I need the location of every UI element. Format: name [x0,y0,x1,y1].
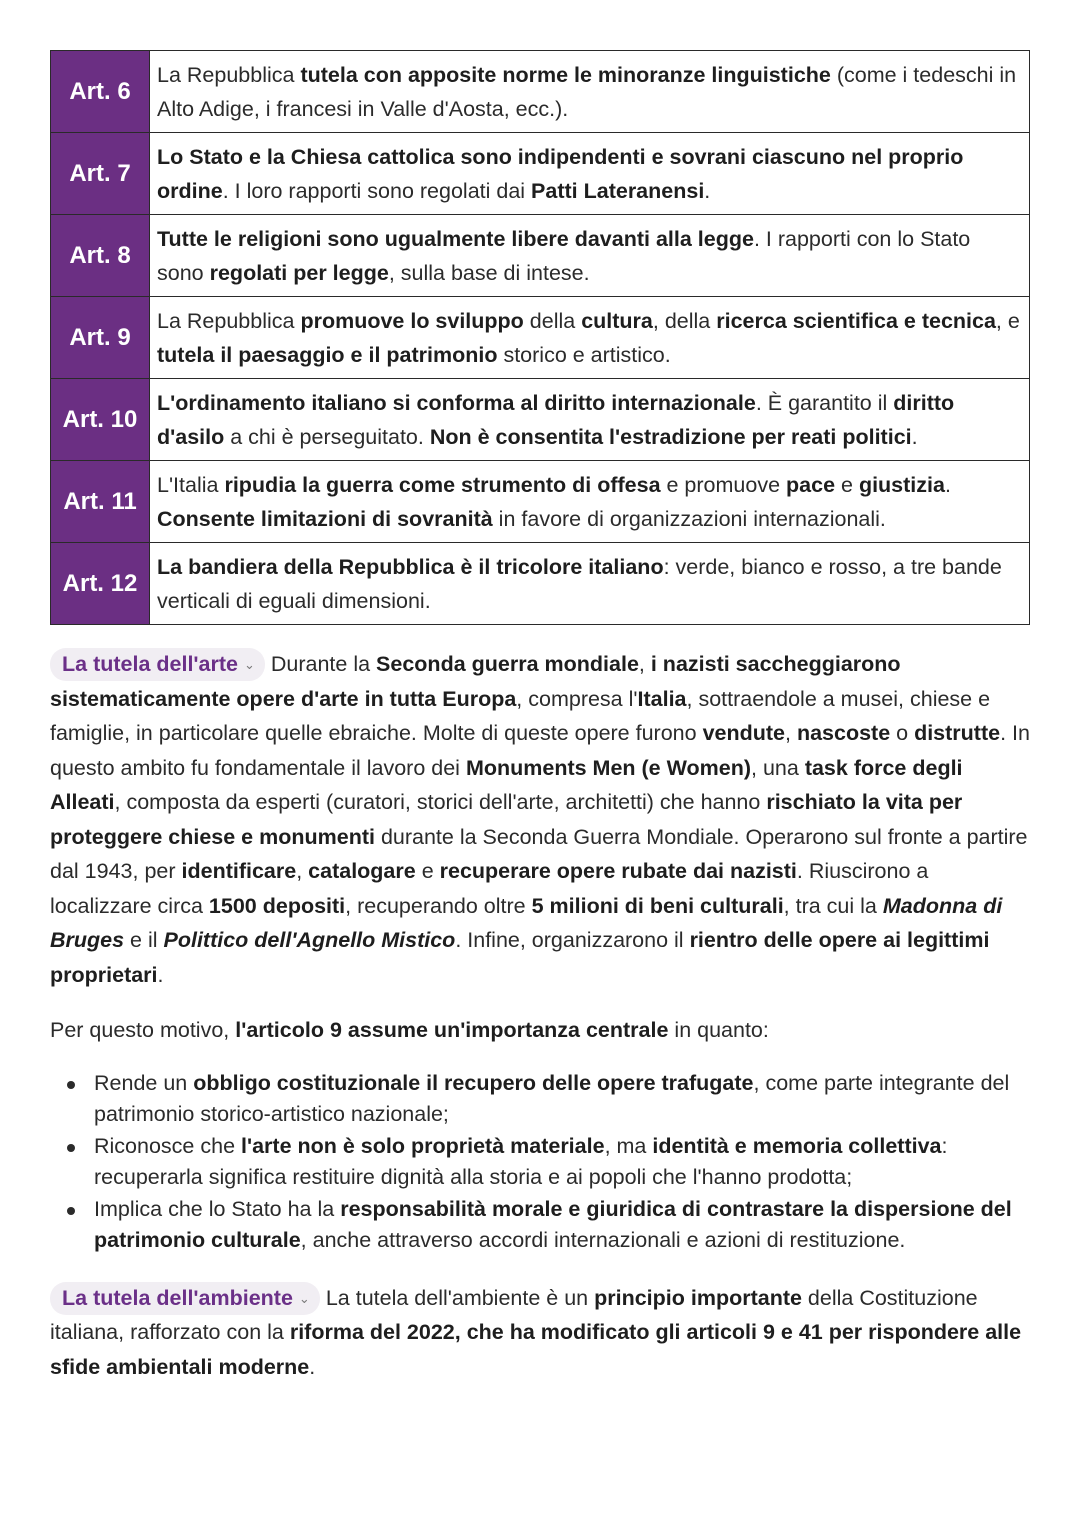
text-segment: : verde, bianco e rosso, a tre bande verticali di eguali dimensioni. [157,554,1002,613]
text-segment: in quanto: [668,1018,769,1042]
text-segment: della [523,308,582,333]
bold-text: obbligo costituzionale il recupero delle opere trafugate [193,1070,754,1095]
bold-text: L'ordinamento italiano si conforma al diritto internazionale [157,390,756,415]
bold-text: ripudia la guerra come strumento di offesa [224,472,661,497]
text-segment: , [296,859,309,883]
text-segment: L'Italia [157,472,225,497]
text-segment: . È garantito il [755,390,894,415]
bold-text: rischiato la vita per proteggere chiese e monumenti [50,790,963,849]
motivo-paragraph [50,1013,1030,1048]
bold-text: rientro delle opere ai legittimi proprietari [50,928,990,987]
bold-text: Monuments Men (e Women) [465,755,752,780]
text-segment: . I loro rapporti sono regolati dai [222,178,532,203]
bold-text: Seconda guerra mondiale [376,652,639,676]
bold-text: Consente limitazioni di sovranità [157,506,493,531]
bold-text: Patti Lateranensi [531,178,705,203]
bold-text: pace [786,472,836,497]
bold-text: tutela con apposite norme le minoranze linguistiche [300,62,831,87]
text-segment: , e [995,308,1020,333]
text-segment: La Repubblica [157,62,301,87]
text-segment: in favore di organizzazioni internazionali. [492,506,886,531]
list-item [50,1194,1030,1257]
article-label: Art. 9 [51,297,150,379]
bold-text: recuperare opere rubate dai nazisti [439,859,797,883]
text-segment: , anche attraverso accordi internazionali e azioni di restituzione. [300,1228,906,1252]
article-text [150,379,1030,461]
text-segment: , tra cui la [783,893,883,918]
text-segment: . Riuscirono a localizzare circa [50,859,929,918]
article-text [150,543,1030,625]
bold-text: ricerca scientifica e tecnica [716,308,996,333]
bold-text: tutela il paesaggio e il patrimonio [157,342,498,367]
text-segment: . Infine, organizzarono il [455,928,690,952]
bold-text [164,928,456,952]
bold-text: cultura [581,308,653,333]
bold-text: giustizia [858,472,945,497]
text-segment: La tutela dell'ambiente è un [325,1285,595,1310]
text-segment: , come parte integrante del patrimonio storico-artistico nazionale; [94,1070,1010,1126]
text-segment: e il [124,928,164,952]
bold-text: Italia [637,686,687,711]
article-text [150,297,1030,379]
bold-text: identificare [181,859,297,883]
text-segment: . I rapporti con lo Stato sono [157,226,971,285]
text-segment: : recuperarla significa restituire dignità alla storia e ai popoli che l'hanno prodotta; [94,1133,948,1189]
text-segment: La Repubblica [157,308,301,333]
bold-text: nascoste [796,721,891,745]
ambiente-tag-label: La tutela dell'ambiente [62,1285,293,1310]
text-segment: durante la Seconda Guerra Mondiale. Operarono sul fronte a partire dal 1943, per [50,824,1028,883]
bold-text: l'arte non è solo proprietà materiale [241,1133,605,1158]
text-segment: o [890,721,915,745]
text-segment: , recuperando oltre [345,893,532,918]
bold-text: promuove lo sviluppo [300,308,524,333]
article-label: Art. 7 [51,133,150,215]
text-segment: della Costituzione italiana, rafforzato con la [50,1285,978,1344]
article-label: Art. 6 [51,51,150,133]
table-row [51,133,1030,215]
text-segment: Rende un [94,1070,194,1095]
text-segment: , compresa l' [516,686,638,711]
bold-text: distrutte [914,721,1001,745]
text-segment: , della [652,308,717,333]
arte-tag[interactable] [50,648,265,681]
text-segment: , composta da esperti (curatori, storici dell'arte, architetti) che hanno [114,790,767,814]
text-segment: , sulla base di intese. [388,260,590,285]
bold-text: La bandiera della Repubblica è il tricolore italiano [157,554,664,579]
article-text [150,133,1030,215]
text-segment: . [911,424,918,449]
bold-text: i nazisti saccheggiarono sistematicamente opere d'arte in tutta Europa [50,652,901,711]
bold-text: regolati per legge [209,260,389,285]
table-row [51,215,1030,297]
text-segment: . [157,962,164,987]
articles-table [50,50,1030,625]
text-segment: , [785,721,797,745]
bold-text: riforma del 2022, che ha modificato gli articoli 9 e 41 per rispondere alle sfide ambientali moderne [50,1320,1022,1379]
document-page [50,50,1030,1384]
list-item [50,1131,1030,1194]
emphasis-text: Polittico dell'Agnello Mistico [163,928,456,952]
text-segment: e promuove [660,472,787,497]
bullet-list [50,1068,1030,1257]
bold-text: 1500 depositi [208,893,346,918]
bold-text: task force degli Alleati [50,755,963,814]
bold-text: identità e memoria collettiva [652,1133,942,1158]
list-item [50,1068,1030,1131]
text-segment: . In questo ambito fu fondamentale il lavoro dei [50,721,1030,780]
chevron-down-icon: ⌄ [243,657,255,672]
table-row [51,379,1030,461]
article-text [150,51,1030,133]
text-segment: , sottraendole a musei, chiese e famiglie, in particolare quelle ebraiche. Molte di queste opere furono [50,686,991,745]
text-segment: e [415,859,440,883]
ambiente-tag[interactable] [50,1282,320,1315]
bold-text: responsabilità morale e giuridica di contrastare la dispersione del patrimonio culturale [94,1196,1012,1252]
bold-text: 5 milioni di beni culturali [531,893,784,918]
bold-text: Lo Stato e la Chiesa cattolica sono indipendenti e sovrani ciascuno nel proprio ordine [157,144,964,203]
bold-text: l'articolo 9 assume un'importanza centrale [235,1018,669,1042]
table-row [51,543,1030,625]
article-label: Art. 10 [51,379,150,461]
emphasis-text: Madonna di Bruges [50,893,1003,952]
article-text [150,215,1030,297]
text-segment: a chi è perseguitato. [224,424,430,449]
text-segment: , una [751,755,805,780]
text-segment: . [309,1354,316,1379]
text-segment: Per questo motivo, [50,1018,236,1042]
bold-text: Non è consentita l'estradizione per reati politici [429,424,912,449]
bold-text: catalogare [308,859,416,883]
bold-text: diritto d'asilo [157,390,955,449]
table-row [51,461,1030,543]
bold-text: vendute [702,721,785,745]
text-segment: , ma [604,1133,653,1158]
text-segment: Durante la [270,652,377,676]
bold-text: principio importante [594,1285,802,1310]
article-label: Art. 11 [51,461,150,543]
text-segment: . [704,178,711,203]
bold-text: Tutte le religioni sono ugualmente libere davanti alla legge [157,226,754,251]
text-segment: (come i tedeschi in Alto Adige, i francesi in Valle d'Aosta, ecc.). [157,62,1017,121]
arte-paragraph [50,647,1030,992]
table-row [51,51,1030,133]
article-text [150,461,1030,543]
table-row [51,297,1030,379]
text-segment: , [638,652,651,676]
chevron-down-icon: ⌄ [298,1290,310,1306]
text-segment: Implica che lo Stato ha la [94,1196,341,1221]
arte-tag-label: La tutela dell'arte [62,652,238,676]
article-label: Art. 8 [51,215,150,297]
article-label: Art. 12 [51,543,150,625]
text-segment: e [835,472,859,497]
arte-text [50,652,1030,987]
text-segment: Riconosce che [94,1133,241,1158]
text-segment: . [944,472,951,497]
ambiente-paragraph [50,1281,1030,1385]
text-segment: storico e artistico. [497,342,671,367]
